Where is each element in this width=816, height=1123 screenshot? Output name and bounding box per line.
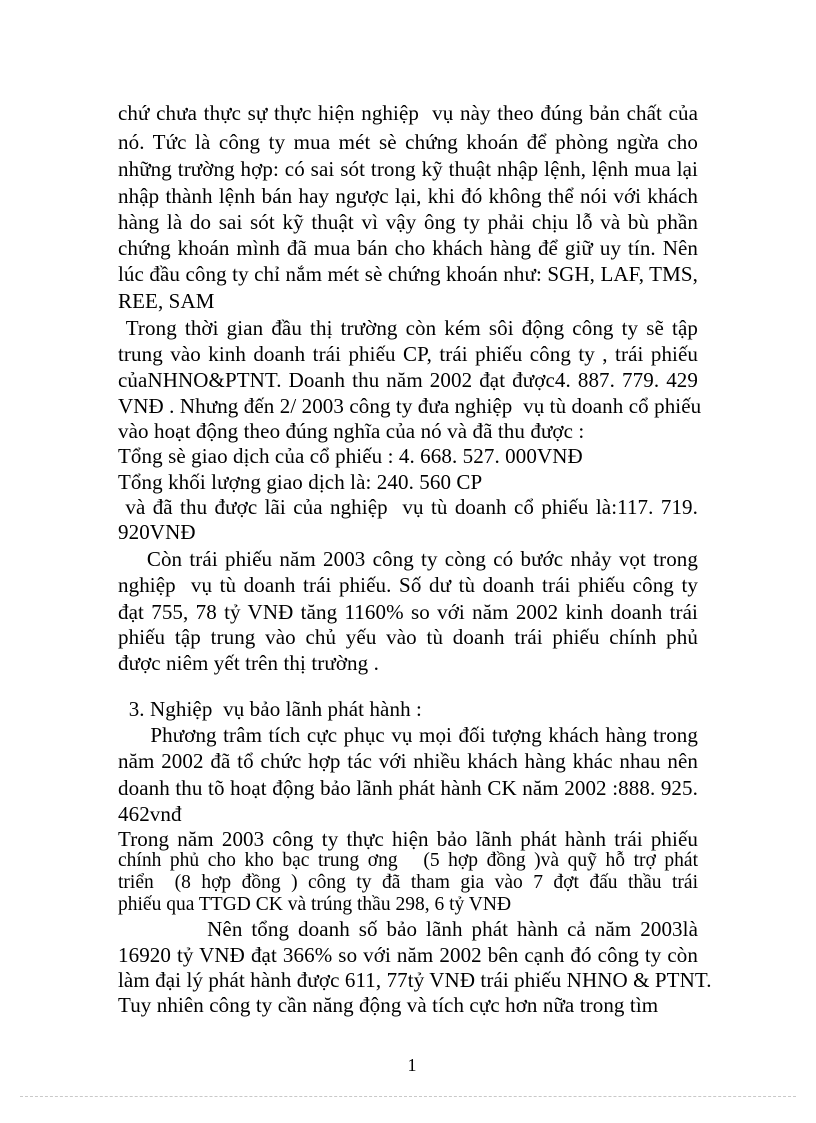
text-line: 920VNĐ	[118, 520, 196, 544]
text-line: Phương trâm tích cực phục vụ mọi đối tượng khách hàng trong	[118, 723, 698, 747]
text-line: Còn trái phiếu năm 2003 công ty còng có bước nhảy vọt trong	[118, 547, 698, 571]
text-line: lúc đầu công ty chỉ nắm mét sè chứng khoán như: SGH, LAF, TMS,	[118, 262, 698, 286]
text-line: 16920 tỷ VNĐ đạt 366% so với năm 2002 bên cạnh đó công ty còn	[118, 943, 698, 967]
text-line: VNĐ . Nhưng đến 2/ 2003 công ty đưa nghiệp vụ tù doanh cổ phiếu	[118, 394, 702, 418]
text-line: đạt 755, 78 tỷ VNĐ tăng 1160% so với năm 2002 kinh doanh trái	[118, 600, 698, 624]
text-line: hàng là do sai sót kỹ thuật vì vậy ông ty phải chịu lỗ và bù phần	[118, 210, 698, 234]
text-line: được niêm yết trên thị trường .	[118, 651, 379, 675]
text-line: vào hoạt động theo đúng nghĩa của nó và đã thu được :	[118, 419, 585, 443]
text-line: nó. Tức là công ty mua mét sè chứng khoán để phòng ngừa cho	[118, 130, 698, 154]
text-line: trung vào kinh doanh trái phiếu CP, trái phiếu công ty , trái phiếu	[118, 342, 698, 366]
text-line: chứng khoán mình đã mua bán cho khách hàng để giữ uy tín. Nên	[118, 236, 698, 260]
text-line: làm đại lý phát hành được 611, 77tỷ VNĐ trái phiếu NHNO & PTNT.	[118, 968, 712, 992]
text-line: triển (8 hợp đồng ) công ty đã tham gia vào 7 đợt đấu thầu trái	[118, 872, 698, 893]
text-line: nghiệp vụ tù doanh trái phiếu. Số dư tù doanh trái phiếu công ty	[118, 573, 698, 597]
text-line: Trong năm 2003 công ty thực hiện bảo lãnh phát hành trái phiếu	[118, 827, 698, 851]
text-line: phiếu tập trung vào chủ yếu vào tù doanh trái phiếu chính phủ	[118, 625, 698, 649]
text-line: nhập thành lệnh bán hay ngược lại, khi đó không thể nói với khách	[118, 184, 698, 208]
text-line: doanh thu tõ hoạt động bảo lãnh phát hành CK năm 2002 :888. 925.	[118, 776, 698, 800]
section-heading: 3. Nghiệp vụ bảo lãnh phát hành :	[118, 697, 422, 721]
text-line: chính phủ cho kho bạc trung ơng (5 hợp đồng )và quỹ hỗ trợ phát	[118, 850, 698, 871]
text-line: Nên tổng doanh số bảo lãnh phát hành cả năm 2003là	[118, 917, 698, 941]
text-line: và đã thu được lãi của nghiệp vụ tù doanh cổ phiếu là:117. 719.	[118, 495, 698, 519]
text-line: phiếu qua TTGD CK và trúng thầu 298, 6 tỷ VNĐ	[118, 894, 512, 915]
text-line: Tổng khối lượng giao dịch là: 240. 560 CP	[118, 470, 483, 494]
text-line: Trong thời gian đầu thị trường còn kém sôi động công ty sẽ tập	[118, 316, 698, 340]
text-line: củaNHNO&PTNT. Doanh thu năm 2002 đạt được4. 887. 779. 429	[118, 368, 698, 392]
text-line: REE, SAM	[118, 289, 215, 313]
text-line: Tổng sè giao dịch của cổ phiếu : 4. 668. 527. 000VNĐ	[118, 444, 583, 468]
text-line: những trường hợp: có sai sót trong kỹ thuật nhập lệnh, lệnh mua lại	[118, 157, 698, 181]
text-line: 462vnđ	[118, 802, 182, 826]
text-line: chứ chưa thực sự thực hiện nghiệp vụ này theo đúng bản chất của	[118, 101, 698, 125]
text-line: năm 2002 đã tổ chức hợp tác với nhiều khách hàng khác nhau nên	[118, 749, 698, 773]
page-number: 1	[407, 1055, 417, 1075]
page-bottom-rule	[20, 1096, 796, 1097]
text-line: Tuy nhiên công ty cần năng động và tích cực hơn nữa trong tìm	[118, 993, 659, 1017]
